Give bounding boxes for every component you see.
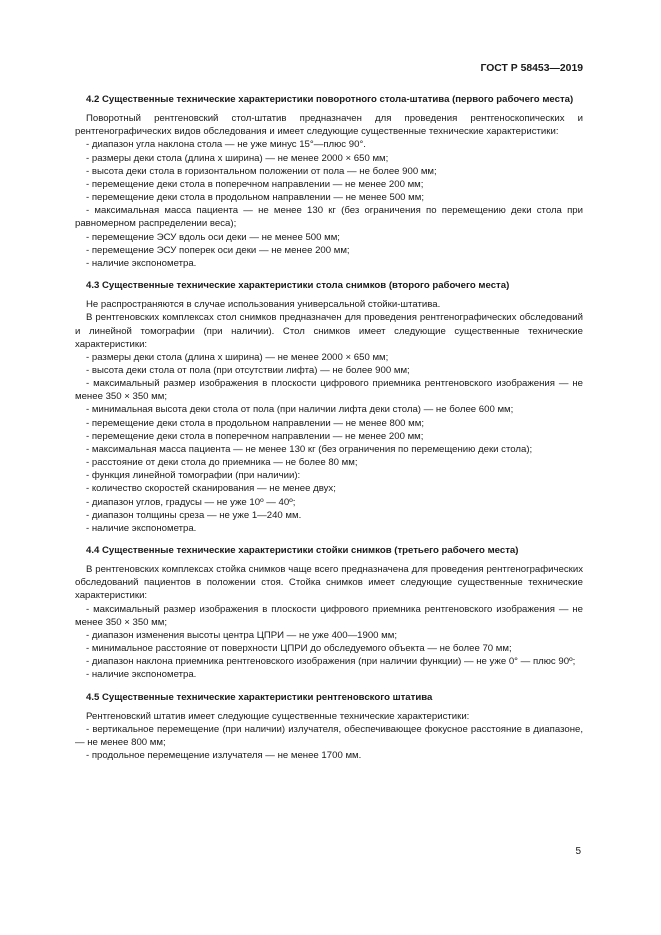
list-item: - максимальный размер изображения в плоскости цифрового приемника рентгеновского изображения — не менее 350 × 350 мм; — [75, 603, 583, 628]
list-item: - продольное перемещение излучателя — не менее 1700 мм. — [86, 750, 362, 762]
section-4-4 — [75, 544, 583, 682]
list-item: - перемещение деки стола в продольном направлении — не менее 800 мм; — [86, 417, 425, 429]
list-item: - размеры деки стола (длина х ширина) — не менее 2000 × 650 мм; — [86, 152, 389, 164]
list-item: - перемещение ЭСУ поперек оси деки — не менее 200 мм; — [86, 244, 350, 256]
section-4-2 — [75, 93, 583, 270]
list-item: - количество скоростей сканирования — не менее двух; — [86, 483, 336, 495]
list-item: - перемещение деки стола в поперечном направлении — не менее 200 мм; — [86, 178, 424, 190]
document-body — [75, 93, 583, 771]
list-item: - диапазон наклона приемника рентгеновского изображения (при наличии функции) — не уже 0° — плюс 90º; — [86, 656, 576, 668]
paragraph: Рентгеновский штатив имеет следующие существенные технические характеристики: — [86, 710, 470, 722]
page-number: 5 — [575, 846, 581, 857]
list-item: - перемещение деки стола в продольном направлении — не менее 500 мм; — [86, 192, 425, 204]
document-standard-id: ГОСТ Р 58453—2019 — [480, 63, 583, 74]
list-item: - перемещение деки стола в поперечном направлении — не менее 200 мм; — [86, 430, 424, 442]
list-item: - минимальное расстояние от поверхности ЦПРИ до обследуемого объекта — не более 70 мм; — [86, 643, 512, 655]
list-item: - диапазон углов, градусы — не уже 10º — 40º; — [86, 496, 296, 508]
section-title: 4.3 Существенные технические характеристики стола снимков (второго рабочего места) — [86, 280, 510, 292]
list-item: - расстояние от деки стола до приемника — не более 80 мм; — [86, 457, 358, 469]
list-item: - диапазон угла наклона стола — не уже минус 15°—плюс 90°. — [86, 139, 366, 151]
list-item: - высота деки стола в горизонтальном положении от пола — не более 900 мм; — [86, 165, 437, 177]
list-item: - диапазон изменения высоты центра ЦПРИ — не уже 400—1900 мм; — [86, 629, 398, 641]
list-item: - максимальный размер изображения в плоскости цифрового приемника рентгеновского изображения — не менее 350 × 350 мм; — [75, 378, 583, 403]
section-title: 4.5 Существенные технические характеристики рентгеновского штатива — [86, 691, 433, 703]
section-title: 4.4 Существенные технические характеристики стойки снимков (третьего рабочего места) — [86, 545, 519, 556]
list-item: - размеры деки стола (длина х ширина) — не менее 2000 × 650 мм; — [86, 351, 389, 363]
list-item: - максимальная масса пациента — не менее 130 кг (без ограничения по перемещению деки стола при равномерном распределении веса); — [75, 205, 583, 230]
paragraph: В рентгеновских комплексах стойка снимков чаще всего предназначена для проведения рентгенографических обследований пациентов в положении стоя. Стойка снимков имеет следующие существенные технические характеристики: — [75, 564, 583, 602]
section-title: 4.2 Существенные технические характеристики поворотного стола-штатива (первого рабочего места) — [86, 94, 574, 105]
section-4-5 — [75, 691, 583, 763]
list-item: - наличие экспонометра. — [86, 669, 197, 681]
paragraph: Не распространяются в случае использования универсальной стойки-штатива. — [86, 299, 441, 311]
list-item: - вертикальное перемещение (при наличии) излучателя, обеспечивающее фокусное расстояние в диапазоне, — не менее 800 мм; — [75, 723, 583, 749]
list-item: - минимальная высота деки стола от пола (при наличии лифта деки стола) — не более 600 мм; — [86, 404, 514, 416]
list-item: - диапазон толщины среза — не уже 1—240 мм. — [86, 509, 302, 521]
list-item: - перемещение ЭСУ вдоль оси деки — не менее 500 мм; — [86, 231, 340, 243]
list-item: - высота деки стола от пола (при отсутствии лифта) — не более 900 мм; — [86, 364, 410, 376]
section-4-3 — [75, 279, 583, 535]
list-item: - максимальная масса пациента — не менее 130 кг (без ограничения по перемещению деки стола); — [86, 443, 533, 455]
paragraph: В рентгеновских комплексах стол снимков предназначен для проведения рентгенографических обследований и линейной томографии (при наличии). Стол снимков имеет следующие существенные технические характеристики: — [75, 312, 583, 350]
paragraph: Поворотный рентгеновский стол-штатив предназначен для проведения рентгеноскопических и рентгенографических видов обследования и имеет следующие существенные технические характеристики: — [75, 113, 583, 138]
list-item: - функция линейной томографии (при наличии): — [86, 470, 301, 482]
list-item: - наличие экспонометра. — [86, 257, 197, 269]
list-item: - наличие экспонометра. — [86, 522, 197, 534]
